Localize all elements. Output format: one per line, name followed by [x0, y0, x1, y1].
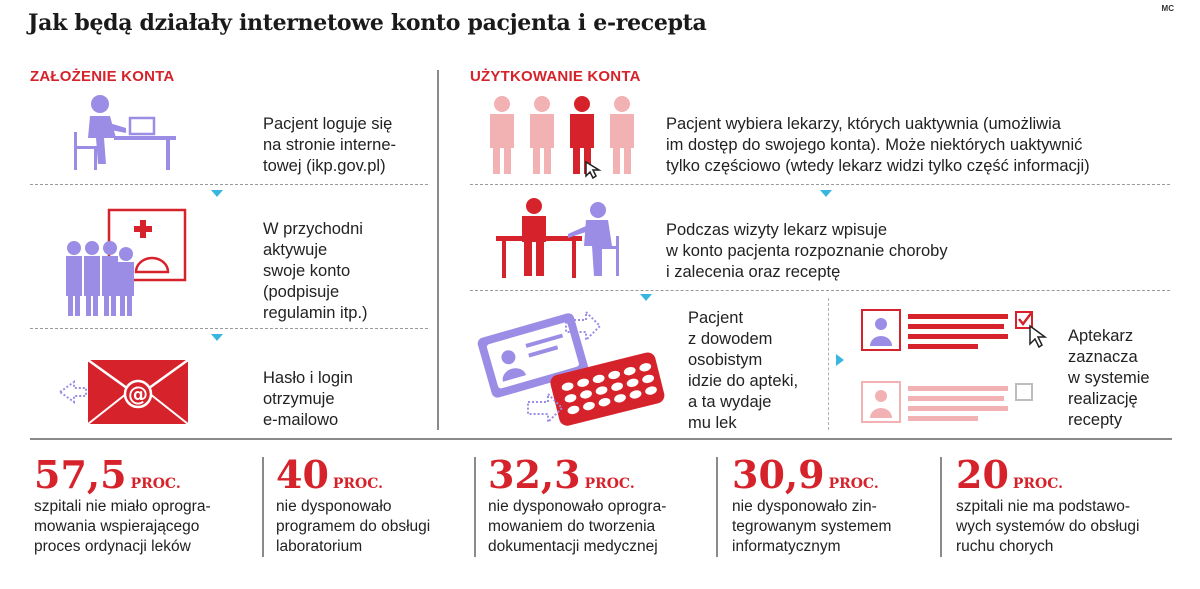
substep-separator [828, 298, 829, 430]
left-step-3-text [263, 368, 353, 431]
text-line: informatycznym [732, 538, 841, 555]
text-line: im dostęp do swojego konta). Może niektórych uaktywnić [666, 136, 1083, 154]
stat-block [34, 452, 211, 557]
text-line: Aptekarz [1068, 327, 1134, 345]
text-line: szpitali nie miało oprogra- [34, 498, 211, 515]
stat-block [276, 452, 431, 557]
text-line: z dowodem [688, 330, 773, 348]
text-line: ruchu chorych [956, 538, 1054, 555]
stat-value: 32,3 [488, 452, 581, 497]
text-line: programem do obsługi [276, 518, 431, 535]
stat-divider [716, 457, 718, 557]
text-line: W przychodni [263, 220, 363, 238]
email-envelope-icon [58, 356, 193, 428]
left-step-1-text [263, 114, 396, 177]
stat-unit: PROC. [828, 476, 879, 492]
doctors-selection-icon [484, 94, 644, 178]
text-line: idzie do apteki, [688, 372, 799, 390]
svg-text:@: @ [128, 382, 148, 406]
right-step-3-text [688, 308, 798, 434]
text-line: tegrowanym systemem [732, 518, 892, 535]
arrow-down-icon [211, 190, 223, 197]
text-line: wych systemów do obsługi [956, 518, 1140, 535]
stat-block [956, 452, 1140, 557]
text-line: swoje konto [263, 262, 351, 280]
stat-value: 20 [956, 452, 1009, 497]
text-line: regulamin itp.) [263, 304, 368, 322]
stat-unit: PROC. [332, 476, 384, 492]
text-line: e-mailowo [263, 411, 339, 429]
text-line: (podpisuje [263, 283, 340, 301]
text-line: aktywuje [263, 241, 328, 259]
text-line: laboratorium [276, 538, 363, 555]
arrow-right-icon [836, 354, 844, 366]
right-section-heading: UŻYTKOWANIE KONTA [470, 68, 641, 85]
stat-value: 30,9 [732, 452, 825, 497]
stat-unit: PROC. [1012, 476, 1064, 492]
clinic-queue-icon [64, 208, 189, 320]
left-section-heading: ZAŁOŻENIE KONTA [30, 68, 175, 85]
text-line: Hasło i login [263, 369, 353, 387]
stat-value: 57,5 [34, 452, 127, 497]
stat-description [488, 497, 666, 557]
text-line: nie dysponowało oprogra- [488, 498, 667, 515]
id-card-pills-icon [474, 302, 674, 432]
text-line: na stronie interne- [263, 136, 396, 154]
stat-block [732, 452, 892, 557]
stats-separator [30, 438, 1172, 440]
text-line: w konto pacjenta rozpoznanie choroby [666, 242, 948, 260]
text-line: osobistym [688, 351, 763, 369]
stat-description [276, 497, 430, 557]
text-line: Podczas wizyty lekarz wpisuje [666, 221, 887, 239]
text-line: zaznacza [1068, 348, 1138, 366]
stat-divider [474, 457, 476, 557]
step-separator [30, 328, 428, 329]
stat-description [956, 497, 1140, 557]
text-line: proces ordynacji leków [34, 538, 191, 555]
text-line: Pacjent loguje się [263, 115, 393, 133]
text-line: towej (ikp.gov.pl) [263, 157, 386, 175]
stat-unit: PROC. [130, 476, 181, 492]
text-line: recepty [1068, 411, 1123, 429]
column-divider [437, 70, 439, 430]
arrow-down-icon [640, 294, 652, 301]
text-line: nie dysponowało zin- [732, 498, 877, 515]
person-laptop-icon [70, 92, 180, 172]
step-separator [30, 184, 428, 185]
text-line: a ta wydaje [688, 393, 772, 411]
right-step-4-text [1068, 326, 1150, 431]
text-line: szpitali nie ma podstawo- [956, 498, 1131, 515]
text-line: realizację [1068, 390, 1138, 408]
text-line: tylko częściowo (wtedy lekarz widzi tylko część informacji) [666, 157, 1090, 175]
stat-block [488, 452, 667, 557]
text-line: Pacjent wybiera lekarzy, których uaktywnia (umożliwia [666, 115, 1061, 133]
stat-divider [262, 457, 264, 557]
doctor-visit-icon [494, 196, 634, 280]
step-separator [470, 290, 1170, 291]
text-line: mu lek [688, 414, 737, 432]
stat-description [34, 497, 211, 557]
text-line: otrzymuje [263, 390, 335, 408]
text-line: Pacjent [688, 309, 744, 327]
step-separator [470, 184, 1170, 185]
stat-value: 40 [276, 452, 329, 497]
stat-description [732, 497, 891, 557]
left-step-2-text [263, 219, 368, 324]
stat-unit: PROC. [584, 476, 635, 492]
page-title: Jak będą działały internetowe konto pacjenta i e-recepta [28, 10, 707, 36]
prescription-records-icon [858, 306, 1054, 428]
right-step-2-text [666, 220, 948, 283]
text-line: dokumentacji medycznej [488, 538, 658, 555]
text-line: w systemie [1068, 369, 1150, 387]
stat-divider [940, 457, 942, 557]
text-line: mowaniem do tworzenia [488, 518, 656, 535]
arrow-down-icon [820, 190, 832, 197]
text-line: nie dysponowało [276, 498, 392, 515]
arrow-down-icon [211, 334, 223, 341]
right-step-1-text [666, 114, 1090, 177]
text-line: mowania wspierającego [34, 518, 200, 535]
text-line: i zalecenia oraz receptę [666, 263, 841, 281]
author-credit: MC [1161, 4, 1174, 13]
